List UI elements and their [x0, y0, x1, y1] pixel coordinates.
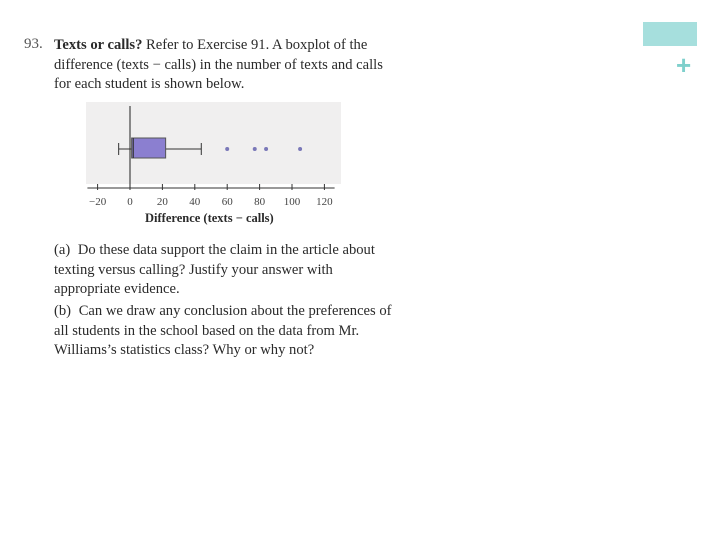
- slide-plus-icon: +: [676, 50, 692, 80]
- exercise-intro: [54, 36, 399, 95]
- exercise-title: Texts or calls?: [54, 37, 143, 53]
- question-a-label: (a): [54, 242, 71, 258]
- outlier-point-1: [253, 147, 257, 151]
- question-a: [54, 241, 399, 300]
- question-b-label: (b): [54, 303, 72, 319]
- x-tick-label-3: 40: [189, 196, 201, 208]
- x-tick-label-2: 20: [156, 196, 168, 208]
- outlier-point-2: [264, 147, 268, 151]
- x-tick-label-0: −20: [88, 196, 107, 208]
- x-tick-label-7: 120: [316, 196, 333, 208]
- question-a-text: Do these data support the claim in the article about texting versus calling? Justify your answer with appropriate evidence.: [54, 242, 375, 297]
- x-tick-label-1: 0: [127, 196, 133, 208]
- boxplot-x-axis-label: Difference (texts − calls): [145, 211, 274, 225]
- boxplot-chart: [80, 100, 350, 210]
- question-b: [54, 302, 399, 361]
- x-tick-label-5: 80: [254, 196, 266, 208]
- x-tick-label-6: 100: [283, 196, 301, 208]
- exercise-number: 93.: [24, 36, 43, 52]
- outlier-point-3: [298, 147, 302, 151]
- exercise-intro-text: Refer to Exercise 91. A boxplot of the difference (texts − calls) in the number of texts and calls for each student is shown below.: [54, 37, 383, 92]
- outlier-point-0: [225, 147, 229, 151]
- question-b-text: Can we draw any conclusion about the preferences of all students in the school based on the data from Mr. Williams’s statistics class? Why or why not?: [54, 303, 392, 358]
- x-tick-label-4: 60: [221, 196, 233, 208]
- iqr-box: [132, 138, 166, 158]
